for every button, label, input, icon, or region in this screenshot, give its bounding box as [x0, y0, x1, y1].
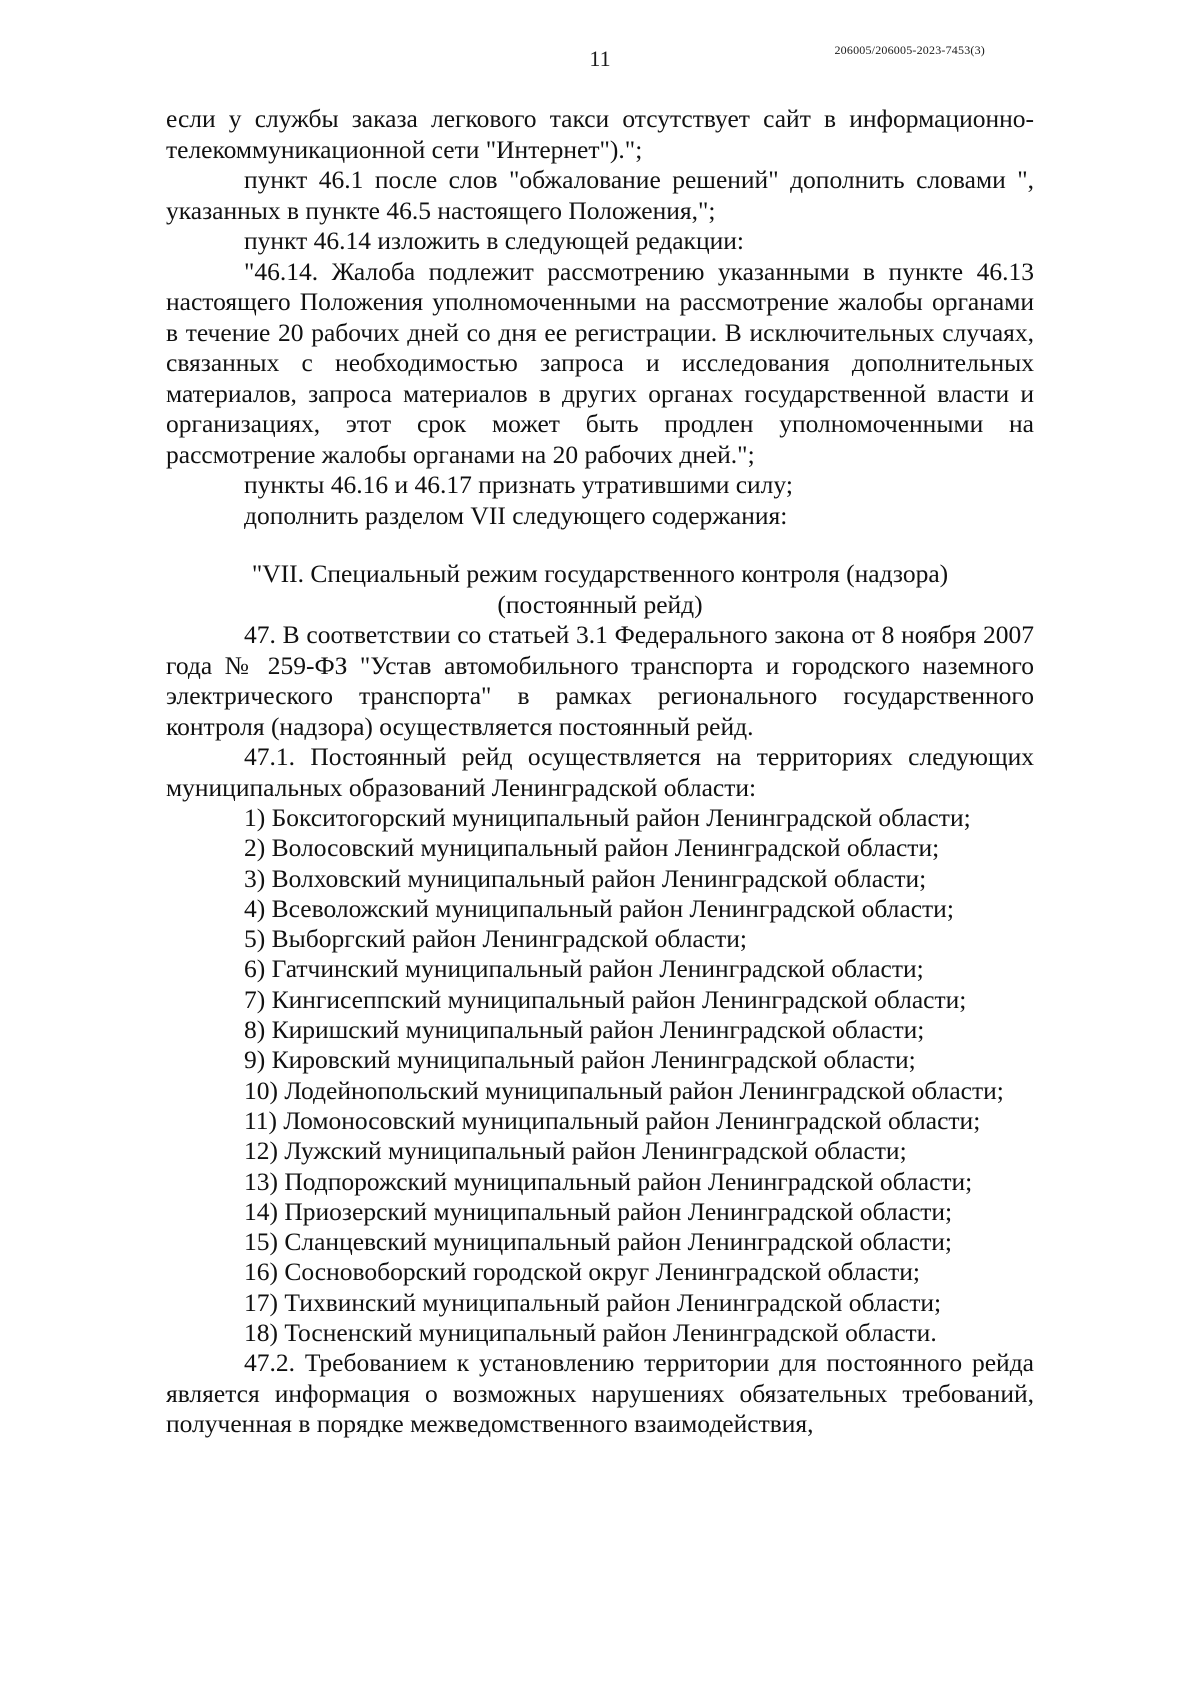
list-item: 10) Лодейнопольский муниципальный район Ленинградской области;	[244, 1075, 1004, 1105]
paragraph-47-1: 47.1. Постоянный рейд осуществляется на территориях следующих муниципальных образований Ленинградской области:	[166, 742, 1034, 802]
paragraph-47: 47. В соответствии со статьей 3.1 Федерального закона от 8 ноября 2007 года № 259-ФЗ "Устав автомобильного транспорта и городского наземного электрического транспорта" в рамках регионального государственного контроля (надзора) осуществляется постоянный рейд.	[166, 620, 1034, 741]
list-item: 7) Кингисеппский муниципальный район Ленинградской области;	[244, 984, 967, 1014]
list-item: 6) Гатчинский муниципальный район Ленинградской области;	[244, 954, 924, 984]
district-list	[166, 803, 1034, 1348]
list-item: 1) Бокситогорский муниципальный район Ленинградской области;	[244, 803, 971, 832]
paragraph-continuation: если у службы заказа легкового такси отсутствует сайт в информационно-телекоммуникационной сети "Интернет").";	[166, 104, 1034, 164]
list-item: 18) Тосненский муниципальный район Ленинградской области.	[244, 1318, 937, 1348]
paragraph-add-section-vii: дополнить разделом VII следующего содержания:	[244, 500, 788, 530]
list-item: 2) Волосовский муниципальный район Ленинградской области;	[244, 833, 940, 863]
paragraph-amend-46-14-intro: пункт 46.14 изложить в следующей редакции:	[244, 226, 744, 255]
list-item: 3) Волховский муниципальный район Ленинградской области;	[244, 863, 927, 893]
paragraph-46-14-text: "46.14. Жалоба подлежит рассмотрению указанными в пункте 46.13 настоящего Положения уполномоченными на рассмотрение жалобы органами в течение 20 рабочих дней со дня ее регистрации. В исключительных случаях, связанных с необходимостью запроса и исследования дополнительных материалов, запроса материалов в других органах государственной власти и организациях, этот срок может быть продлен уполномоченными на рассмотрение жалобы органами на 20 рабочих дней.";	[166, 256, 1034, 469]
list-item: 16) Сосновоборский городской округ Ленинградской области;	[244, 1257, 920, 1287]
paragraph-repeal-46-16-46-17: пункты 46.16 и 46.17 признать утратившими силу;	[244, 470, 793, 499]
list-item: 8) Киришский муниципальный район Ленинградской области;	[244, 1015, 925, 1045]
section-heading	[166, 558, 1034, 620]
paragraph-47-2: 47.2. Требованием к установлению территории для постоянного рейда является информация о возможных нарушениях обязательных требований, полученная в порядке межведомственного взаимодействия,	[166, 1348, 1034, 1439]
paragraph-amend-46-1: пункт 46.1 после слов "обжалование решений" дополнить словами ", указанных в пункте 46.5 настоящего Положения,";	[166, 165, 1034, 225]
list-item: 9) Кировский муниципальный район Ленинградской области;	[244, 1045, 916, 1075]
list-item: 11) Ломоносовский муниципальный район Ленинградской области;	[244, 1105, 981, 1135]
list-item: 17) Тихвинский муниципальный район Ленинградской области;	[244, 1287, 942, 1317]
document-id: 206005/206005-2023-7453(3)	[834, 43, 985, 57]
list-item: 13) Подпорожский муниципальный район Ленинградской области;	[244, 1166, 973, 1196]
list-item: 4) Всеволожский муниципальный район Ленинградской области;	[244, 893, 954, 923]
section-heading-line1: "VII. Специальный режим государственного контроля (надзора)	[251, 559, 949, 588]
list-item: 5) Выборгский район Ленинградской области;	[244, 924, 747, 954]
list-item: 12) Лужский муниципальный район Ленинградской области;	[244, 1136, 907, 1166]
list-item: 15) Сланцевский муниципальный район Ленинградской области;	[244, 1227, 952, 1257]
list-item: 14) Приозерский муниципальный район Ленинградской области;	[244, 1196, 953, 1226]
section-heading-line2: (постоянный рейд)	[497, 590, 703, 619]
document-body	[166, 104, 1034, 1440]
page-number: 11	[589, 46, 611, 71]
